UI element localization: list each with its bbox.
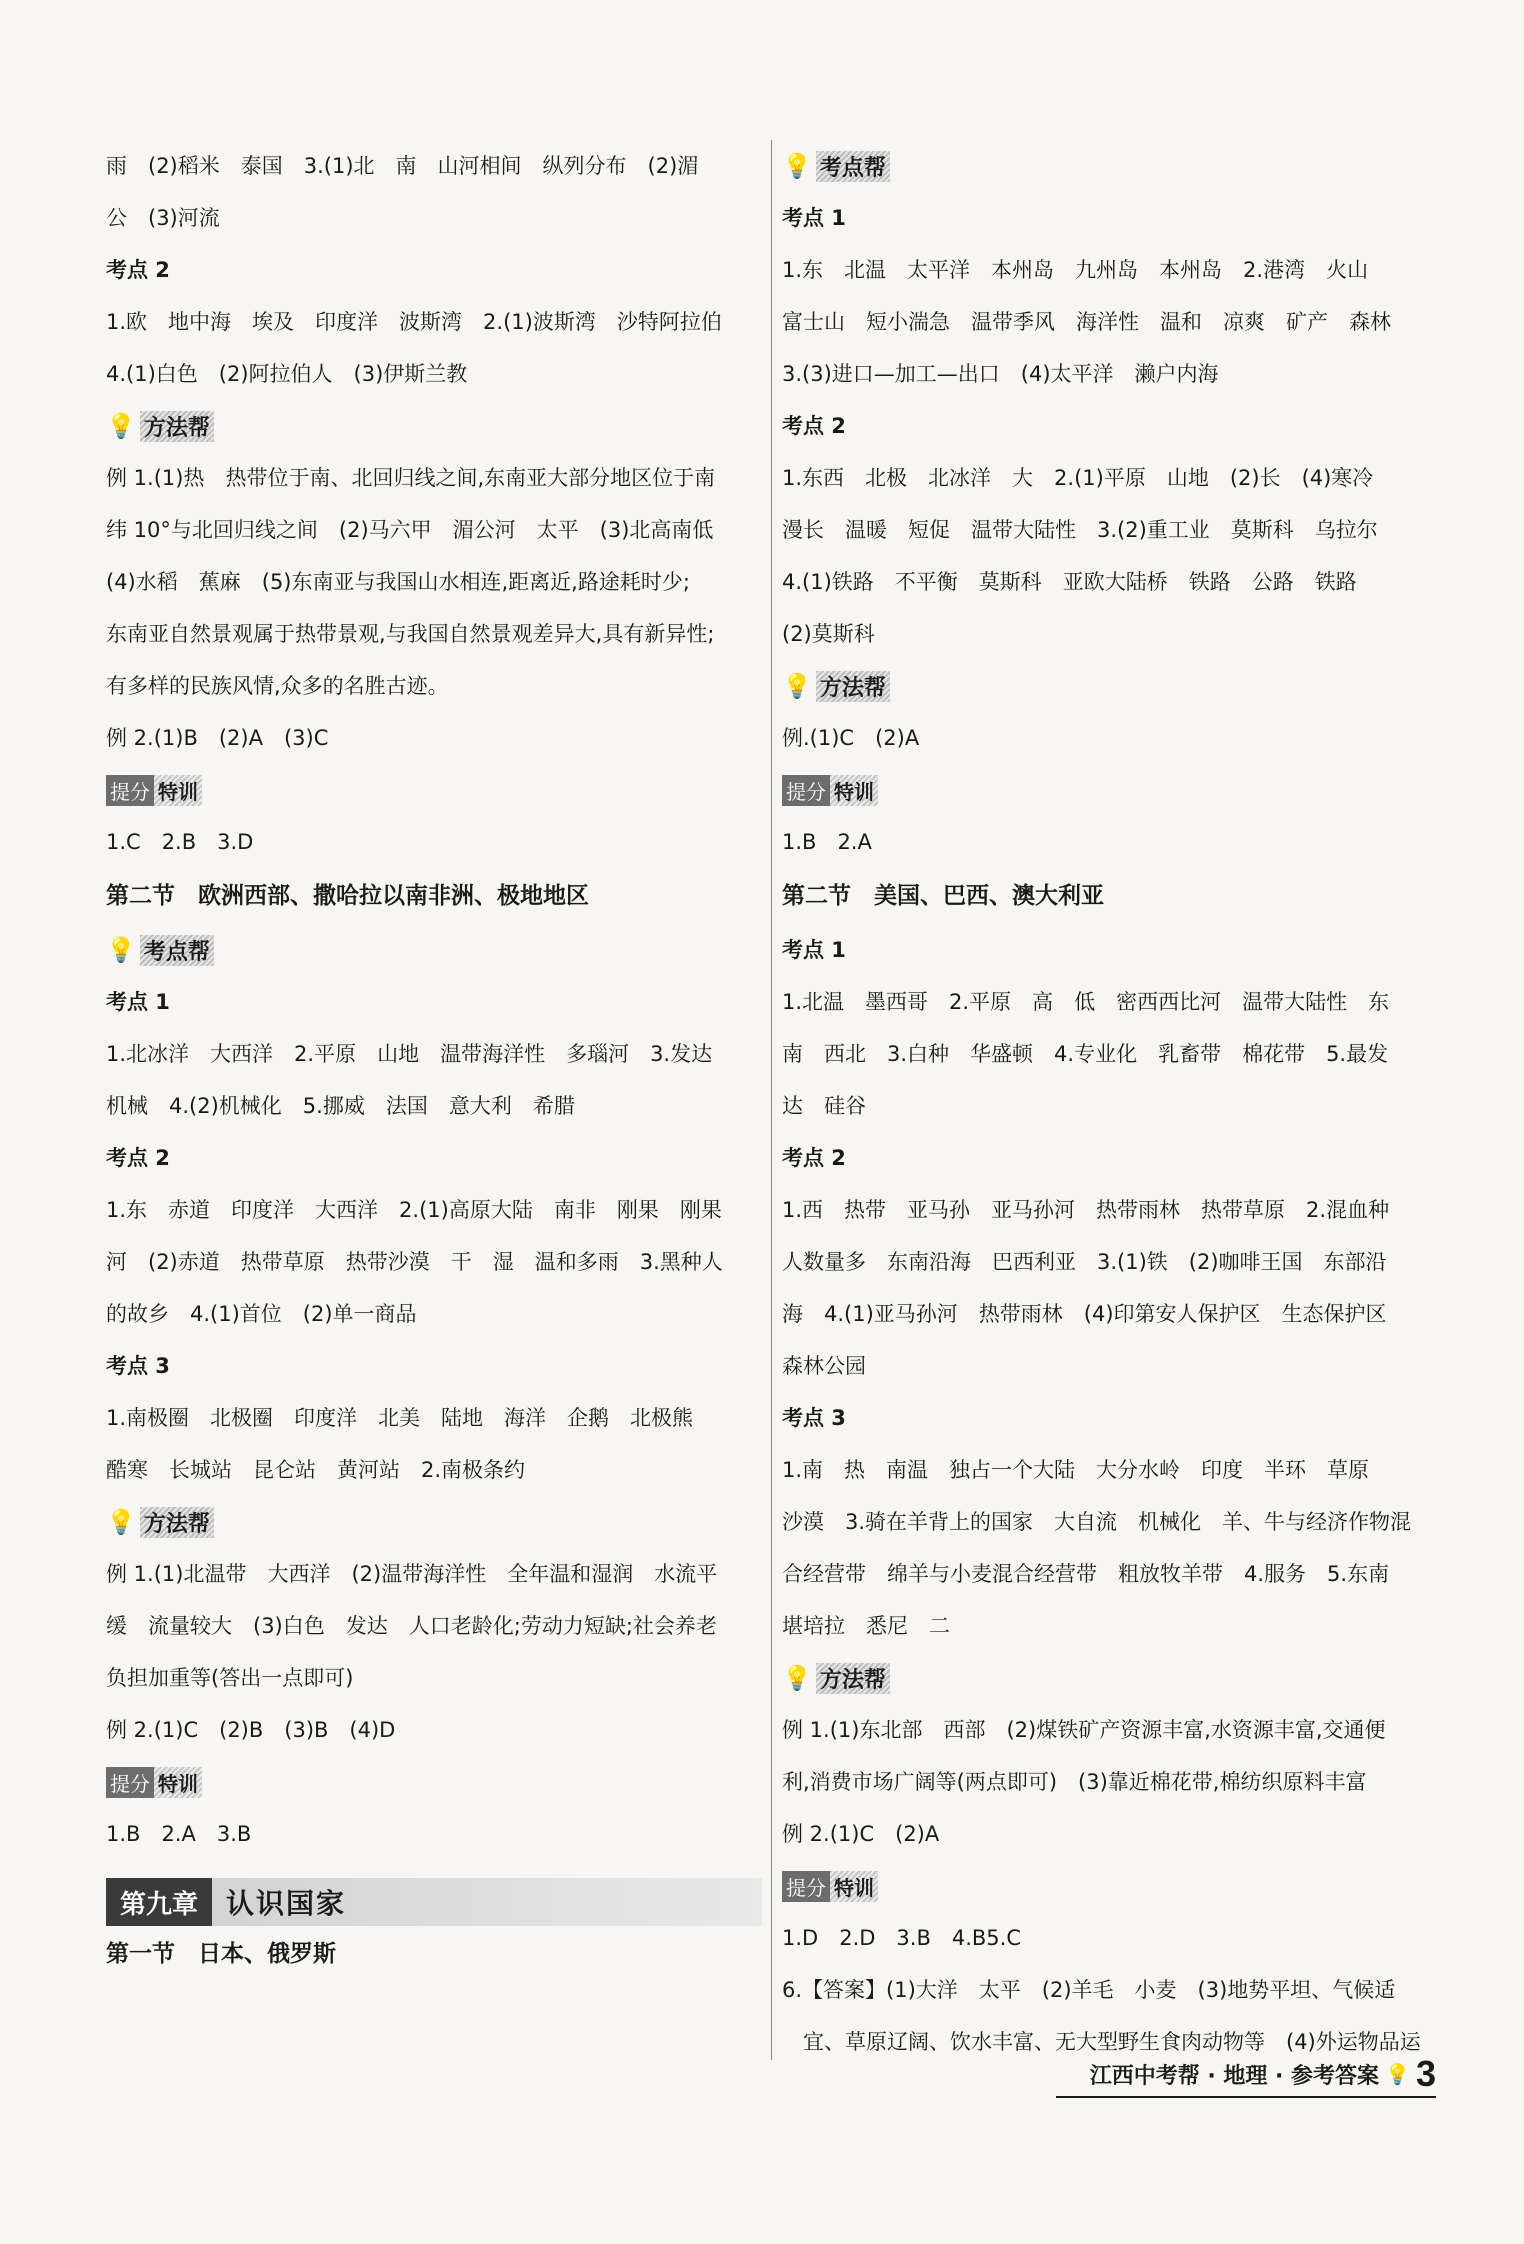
kaodian-label: 考点 3 [106, 1354, 170, 1378]
answer-line: 例 2.(1)C (2)B (3)B (4)D [106, 1718, 396, 1742]
page-number: 3 [1415, 2053, 1436, 2094]
kaodianbang-header: 💡 考点帮 [782, 140, 1442, 192]
section-title: 第二节 美国、巴西、澳大利亚 [782, 883, 1104, 909]
lightbulb-icon: 💡 [1385, 2062, 1410, 2086]
answer-line: 缓 流量较大 (3)白色 发达 人口老龄化;劳动力短缺;社会养老 [106, 1614, 717, 1638]
left-column [106, 140, 762, 1982]
fangfabang-header: 💡 方法帮 [106, 1496, 762, 1548]
answer-line: 堪培拉 悉尼 二 [782, 1614, 950, 1638]
answer-line: 合经营带 绵羊与小麦混合经营带 粗放牧羊带 4.服务 5.东南 [782, 1562, 1390, 1586]
answer-line: 1.西 热带 亚马孙 亚马孙河 热带雨林 热带草原 2.混血种 [782, 1198, 1390, 1222]
answer-line: 1.北冰洋 大西洋 2.平原 山地 温带海洋性 多瑙河 3.发达 [106, 1042, 713, 1066]
kaodian-label: 考点 2 [106, 258, 170, 282]
answer-line: (4)水稻 蕉麻 (5)东南亚与我国山水相连,距离近,路途耗时少; [106, 570, 690, 594]
fangfabang-header: 💡 方法帮 [782, 1652, 1442, 1704]
kaodianbang-header: 💡 考点帮 [106, 924, 762, 976]
lightbulb-icon: 💡 [782, 152, 812, 180]
answer-line: 1.东 北温 太平洋 本州岛 九州岛 本州岛 2.港湾 火山 [782, 258, 1369, 282]
answer-line: 例 1.(1)东北部 西部 (2)煤铁矿产资源丰富,水资源丰富,交通便 [782, 1718, 1386, 1742]
answer-line: 1.南 热 南温 独占一个大陆 大分水岭 印度 半环 草原 [782, 1458, 1370, 1482]
lightbulb-icon: 💡 [782, 1664, 812, 1692]
tifen-badge: 提分 特训 [106, 764, 762, 816]
chapter-number: 第九章 [106, 1878, 212, 1926]
answer-line: 例 1.(1)热 热带位于南、北回归线之间,东南亚大部分地区位于南 [106, 466, 716, 490]
answer-line: 1.南极圈 北极圈 印度洋 北美 陆地 海洋 企鹅 北极熊 [106, 1406, 694, 1430]
answer-line: 4.(1)铁路 不平衡 莫斯科 亚欧大陆桥 铁路 公路 铁路 [782, 570, 1357, 594]
footer-rule [1056, 2096, 1436, 2098]
answer-line: 富士山 短小湍急 温带季风 海洋性 温和 凉爽 矿产 森林 [782, 310, 1391, 334]
kaodian-label: 考点 1 [782, 206, 846, 230]
chapter-banner [106, 1878, 762, 1926]
answer-line: 1.B 2.A 3.B [106, 1822, 252, 1846]
answer-line: 沙漠 3.骑在羊背上的国家 大自流 机械化 羊、牛与经济作物混 [782, 1510, 1412, 1534]
column-divider [771, 140, 772, 2060]
answer-line: 东南亚自然景观属于热带景观,与我国自然景观差异大,具有新异性; [106, 622, 715, 646]
answer-line: 南 西北 3.白种 华盛顿 4.专业化 乳畜带 棉花带 5.最发 [782, 1042, 1389, 1066]
tifen-badge: 提分 特训 [106, 1756, 762, 1808]
answer-line: 4.(1)白色 (2)阿拉伯人 (3)伊斯兰教 [106, 362, 468, 386]
answer-line: 负担加重等(答出一点即可) [106, 1666, 354, 1690]
right-column [782, 140, 1442, 2068]
answer-line: 1.北温 墨西哥 2.平原 高 低 密西西比河 温带大陆性 东 [782, 990, 1390, 1014]
answer-line: 纬 10°与北回归线之间 (2)马六甲 湄公河 太平 (3)北高南低 [106, 518, 714, 542]
lightbulb-icon: 💡 [106, 1508, 136, 1536]
answer-line: 森林公园 [782, 1354, 866, 1378]
answer-line: 6.【答案】(1)大洋 太平 (2)羊毛 小麦 (3)地势平坦、气候适 [782, 1978, 1396, 2002]
chapter-title: 认识国家 [226, 1887, 347, 1920]
answer-line: 3.(3)进口—加工—出口 (4)太平洋 濑户内海 [782, 362, 1219, 386]
kaodian-label: 考点 2 [106, 1146, 170, 1170]
tifen-badge: 提分 特训 [782, 764, 1442, 816]
lightbulb-icon: 💡 [106, 936, 136, 964]
section-title: 第二节 欧洲西部、撒哈拉以南非洲、极地地区 [106, 883, 589, 909]
tifen-badge: 提分 特训 [782, 1860, 1442, 1912]
page-footer [1056, 2052, 1436, 2096]
answer-line: 例.(1)C (2)A [782, 726, 920, 750]
answer-line: 例 2.(1)C (2)A [782, 1822, 940, 1846]
answer-line: 1.欧 地中海 埃及 印度洋 波斯湾 2.(1)波斯湾 沙特阿拉伯 [106, 310, 722, 334]
answer-line: 河 (2)赤道 热带草原 热带沙漠 干 湿 温和多雨 3.黑种人 [106, 1250, 723, 1274]
answer-line: 1.D 2.D 3.B 4.B5.C [782, 1926, 1021, 1950]
answer-line: 人数量多 东南沿海 巴西利亚 3.(1)铁 (2)咖啡王国 东部沿 [782, 1250, 1387, 1274]
kaodian-label: 考点 1 [106, 990, 170, 1014]
section-title: 第一节 日本、俄罗斯 [106, 1941, 336, 1967]
answer-line: 例 2.(1)B (2)A (3)C [106, 726, 329, 750]
answer-line: 的故乡 4.(1)首位 (2)单一商品 [106, 1302, 417, 1326]
answer-line: 利,消费市场广阔等(两点即可) (3)靠近棉花带,棉纺织原料丰富 [782, 1770, 1367, 1794]
fangfabang-header: 💡 方法帮 [782, 660, 1442, 712]
fangfabang-header: 💡 方法帮 [106, 400, 762, 452]
answer-line: 1.东 赤道 印度洋 大西洋 2.(1)高原大陆 南非 刚果 刚果 [106, 1198, 722, 1222]
answer-line: 酷寒 长城站 昆仑站 黄河站 2.南极条约 [106, 1458, 526, 1482]
answer-line: 1.C 2.B 3.D [106, 830, 254, 854]
answer-line: 海 4.(1)亚马孙河 热带雨林 (4)印第安人保护区 生态保护区 [782, 1302, 1387, 1326]
answer-line: 例 1.(1)北温带 大西洋 (2)温带海洋性 全年温和湿润 水流平 [106, 1562, 718, 1586]
answer-line: 公 (3)河流 [106, 206, 220, 230]
footer-title: 江西中考帮 · 地理 · 参考答案 [1089, 2063, 1380, 2089]
answer-line: 漫长 温暖 短促 温带大陆性 3.(2)重工业 莫斯科 乌拉尔 [782, 518, 1378, 542]
answer-line: 雨 (2)稻米 泰国 3.(1)北 南 山河相间 纵列分布 (2)湄 [106, 154, 699, 178]
answer-line: 1.东西 北极 北冰洋 大 2.(1)平原 山地 (2)长 (4)寒冷 [782, 466, 1374, 490]
lightbulb-icon: 💡 [106, 412, 136, 440]
kaodian-label: 考点 1 [782, 938, 846, 962]
answer-line: 宜、草原辽阔、饮水丰富、无大型野生食肉动物等 (4)外运物品运 [782, 2030, 1421, 2054]
answer-line: 达 硅谷 [782, 1094, 866, 1118]
kaodian-label: 考点 2 [782, 1146, 846, 1170]
lightbulb-icon: 💡 [782, 672, 812, 700]
kaodian-label: 考点 2 [782, 414, 846, 438]
answer-line: (2)莫斯科 [782, 622, 875, 646]
answer-line: 有多样的民族风情,众多的名胜古迹。 [106, 674, 449, 698]
answer-line: 1.B 2.A [782, 830, 872, 854]
answer-line: 机械 4.(2)机械化 5.挪威 法国 意大利 希腊 [106, 1094, 575, 1118]
kaodian-label: 考点 3 [782, 1406, 846, 1430]
